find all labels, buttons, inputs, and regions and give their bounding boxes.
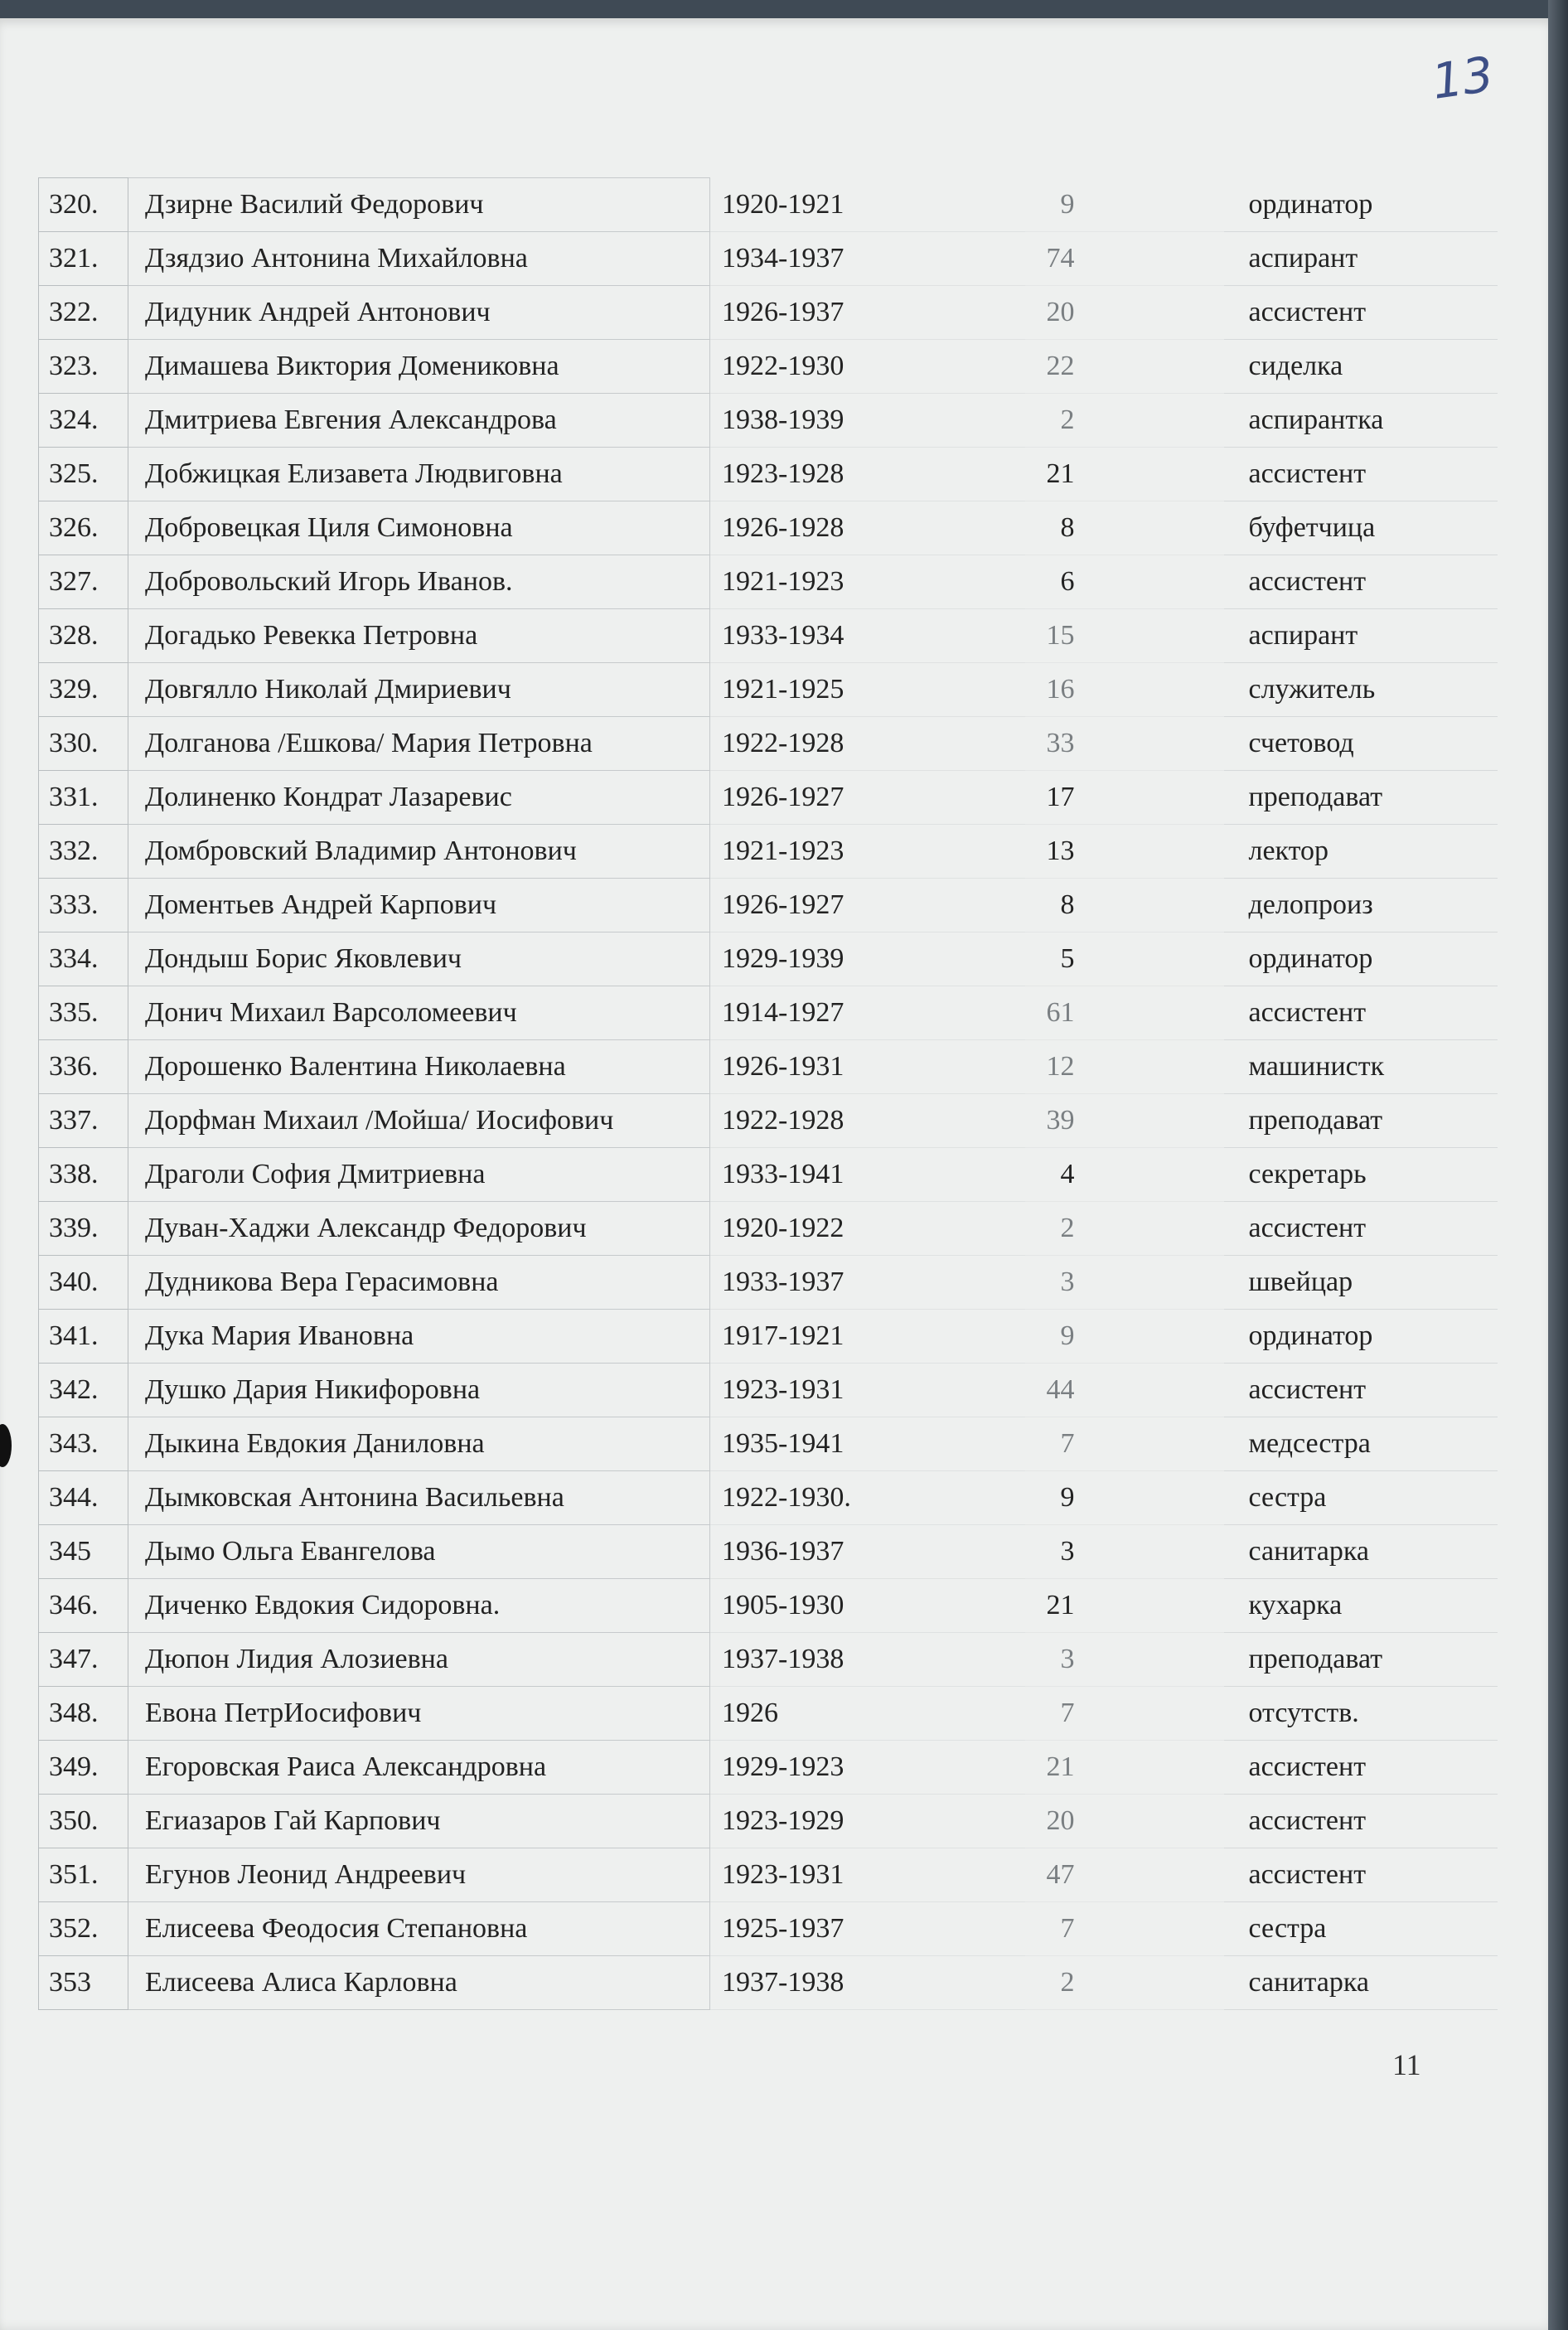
table-row: [39, 1202, 1498, 1256]
position-title: ассистент: [1224, 986, 1498, 1040]
full-name: Драголи София Дмитриевна: [128, 1148, 710, 1202]
count-value: 20: [1025, 286, 1224, 340]
years-range: 1922-1930.: [710, 1471, 1025, 1525]
row-number: 324.: [39, 394, 128, 448]
position-title: делопроиз: [1224, 879, 1498, 932]
years-range: 1923-1931: [710, 1364, 1025, 1417]
table-row: [39, 232, 1498, 286]
years-range: 1934-1937: [710, 232, 1025, 286]
handwritten-page-number: 13: [1428, 46, 1498, 110]
position-title: кухарка: [1224, 1579, 1498, 1633]
years-range: 1921-1925: [710, 663, 1025, 717]
full-name: Дымковская Антонина Васильевна: [128, 1471, 710, 1525]
row-number: 331.: [39, 771, 128, 825]
row-number: 350.: [39, 1795, 128, 1848]
count-value: 9: [1025, 1310, 1224, 1364]
table-row: [39, 448, 1498, 501]
years-range: 1938-1939: [710, 394, 1025, 448]
table-row: [39, 1256, 1498, 1310]
table-row: [39, 771, 1498, 825]
full-name: Доментьев Андрей Карпович: [128, 879, 710, 932]
years-range: 1921-1923: [710, 555, 1025, 609]
count-value: 15: [1025, 609, 1224, 663]
full-name: Дмитриева Евгения Александрова: [128, 394, 710, 448]
row-number: 330.: [39, 717, 128, 771]
full-name: Долиненко Кондрат Лазаревис: [128, 771, 710, 825]
years-range: 1926-1937: [710, 286, 1025, 340]
position-title: преподават: [1224, 771, 1498, 825]
position-title: сестра: [1224, 1471, 1498, 1525]
position-title: аспирант: [1224, 609, 1498, 663]
position-title: ординатор: [1224, 1310, 1498, 1364]
row-number: 326.: [39, 501, 128, 555]
row-number: 333.: [39, 879, 128, 932]
row-number: 347.: [39, 1633, 128, 1687]
years-range: 1933-1934: [710, 609, 1025, 663]
full-name: Домбровский Владимир Антонович: [128, 825, 710, 879]
count-value: 21: [1025, 1741, 1224, 1795]
table-row: [39, 879, 1498, 932]
table-row: [39, 1741, 1498, 1795]
full-name: Добровольский Игорь Иванов.: [128, 555, 710, 609]
position-title: преподават: [1224, 1094, 1498, 1148]
full-name: Дудникова Вера Герасимовна: [128, 1256, 710, 1310]
full-name: Донич Михаил Варсоломеевич: [128, 986, 710, 1040]
table-row: [39, 986, 1498, 1040]
count-value: 16: [1025, 663, 1224, 717]
full-name: Дидуник Андрей Антонович: [128, 286, 710, 340]
page-number: 11: [1392, 2048, 1421, 2081]
row-number: 344.: [39, 1471, 128, 1525]
full-name: Евона ПетрИосифович: [128, 1687, 710, 1741]
table-row: [39, 1956, 1498, 2010]
position-title: сестра: [1224, 1902, 1498, 1956]
full-name: Дымо Ольга Евангелова: [128, 1525, 710, 1579]
full-name: Душко Дария Никифоровна: [128, 1364, 710, 1417]
position-title: сиделка: [1224, 340, 1498, 394]
years-range: 1923-1931: [710, 1848, 1025, 1902]
position-title: буфетчица: [1224, 501, 1498, 555]
table-row: [39, 717, 1498, 771]
years-range: 1933-1941: [710, 1148, 1025, 1202]
table-row: [39, 340, 1498, 394]
row-number: 342.: [39, 1364, 128, 1417]
row-number: 336.: [39, 1040, 128, 1094]
full-name: Дорошенко Валентина Николаевна: [128, 1040, 710, 1094]
count-value: 3: [1025, 1525, 1224, 1579]
count-value: 7: [1025, 1902, 1224, 1956]
row-number: 328.: [39, 609, 128, 663]
count-value: 13: [1025, 825, 1224, 879]
years-range: 1921-1923: [710, 825, 1025, 879]
years-range: 1926-1928: [710, 501, 1025, 555]
years-range: 1937-1938: [710, 1633, 1025, 1687]
years-range: 1933-1937: [710, 1256, 1025, 1310]
years-range: 1936-1937: [710, 1525, 1025, 1579]
table-row: [39, 609, 1498, 663]
years-range: 1923-1928: [710, 448, 1025, 501]
count-value: 7: [1025, 1417, 1224, 1471]
full-name: Добжицкая Елизавета Людвиговна: [128, 448, 710, 501]
table-row: [39, 501, 1498, 555]
full-name: Дюпон Лидия Алозиевна: [128, 1633, 710, 1687]
count-value: 3: [1025, 1256, 1224, 1310]
row-number: 329.: [39, 663, 128, 717]
full-name: Дыкина Евдокия Даниловна: [128, 1417, 710, 1471]
count-value: 6: [1025, 555, 1224, 609]
table-row: [39, 1310, 1498, 1364]
position-title: швейцар: [1224, 1256, 1498, 1310]
table-row: [39, 1633, 1498, 1687]
table-row: [39, 555, 1498, 609]
table-row: [39, 1094, 1498, 1148]
row-number: 325.: [39, 448, 128, 501]
position-title: служитель: [1224, 663, 1498, 717]
position-title: ассистент: [1224, 286, 1498, 340]
row-number: 345: [39, 1525, 128, 1579]
table-row: [39, 1902, 1498, 1956]
table-row: [39, 178, 1498, 232]
page-edge-shadow: [1548, 0, 1568, 2330]
table-row: [39, 1795, 1498, 1848]
years-range: 1920-1921: [710, 178, 1025, 232]
full-name: Егиазаров Гай Карпович: [128, 1795, 710, 1848]
row-number: 343.: [39, 1417, 128, 1471]
position-title: ассистент: [1224, 1795, 1498, 1848]
count-value: 20: [1025, 1795, 1224, 1848]
full-name: Дзирне Василий Федорович: [128, 178, 710, 232]
table-row: [39, 1848, 1498, 1902]
position-title: аспирантка: [1224, 394, 1498, 448]
count-value: 22: [1025, 340, 1224, 394]
row-number: 321.: [39, 232, 128, 286]
full-name: Дуван-Хаджи Александр Федорович: [128, 1202, 710, 1256]
years-range: 1920-1922: [710, 1202, 1025, 1256]
position-title: отсутств.: [1224, 1687, 1498, 1741]
years-range: 1914-1927: [710, 986, 1025, 1040]
years-range: 1925-1937: [710, 1902, 1025, 1956]
full-name: Елисеева Феодосия Степановна: [128, 1902, 710, 1956]
years-range: 1905-1930: [710, 1579, 1025, 1633]
count-value: 74: [1025, 232, 1224, 286]
count-value: 2: [1025, 1956, 1224, 2010]
count-value: 9: [1025, 1471, 1224, 1525]
position-title: медсестра: [1224, 1417, 1498, 1471]
years-range: 1929-1939: [710, 932, 1025, 986]
years-range: 1926-1927: [710, 771, 1025, 825]
count-value: 2: [1025, 394, 1224, 448]
table-row: [39, 286, 1498, 340]
staff-table-body: [39, 178, 1498, 2010]
position-title: ассистент: [1224, 555, 1498, 609]
years-range: 1926-1931: [710, 1040, 1025, 1094]
row-number: 340.: [39, 1256, 128, 1310]
position-title: секретарь: [1224, 1148, 1498, 1202]
position-title: санитарка: [1224, 1956, 1498, 2010]
full-name: Егоровская Раиса Александровна: [128, 1741, 710, 1795]
count-value: 39: [1025, 1094, 1224, 1148]
full-name: Дзядзио Антонина Михайловна: [128, 232, 710, 286]
table-row: [39, 1364, 1498, 1417]
table-row: [39, 1148, 1498, 1202]
count-value: 21: [1025, 1579, 1224, 1633]
position-title: санитарка: [1224, 1525, 1498, 1579]
years-range: 1926-1927: [710, 879, 1025, 932]
position-title: машинистк: [1224, 1040, 1498, 1094]
count-value: 4: [1025, 1148, 1224, 1202]
row-number: 339.: [39, 1202, 128, 1256]
row-number: 349.: [39, 1741, 128, 1795]
full-name: Догадько Ревекка Петровна: [128, 609, 710, 663]
row-number: 323.: [39, 340, 128, 394]
table-row: [39, 663, 1498, 717]
count-value: 61: [1025, 986, 1224, 1040]
table-row: [39, 825, 1498, 879]
count-value: 3: [1025, 1633, 1224, 1687]
full-name: Довгялло Николай Дмириевич: [128, 663, 710, 717]
table-row: [39, 394, 1498, 448]
full-name: Диченко Евдокия Сидоровна.: [128, 1579, 710, 1633]
row-number: 322.: [39, 286, 128, 340]
table-row: [39, 1471, 1498, 1525]
position-title: аспирант: [1224, 232, 1498, 286]
full-name: Дорфман Михаил /Мойша/ Иосифович: [128, 1094, 710, 1148]
years-range: 1922-1928: [710, 1094, 1025, 1148]
row-number: 338.: [39, 1148, 128, 1202]
count-value: 47: [1025, 1848, 1224, 1902]
full-name: Добровецкая Циля Симоновна: [128, 501, 710, 555]
table-row: [39, 1687, 1498, 1741]
row-number: 332.: [39, 825, 128, 879]
row-number: 335.: [39, 986, 128, 1040]
staff-table-container: [38, 177, 1497, 2010]
row-number: 353: [39, 1956, 128, 2010]
table-row: [39, 1417, 1498, 1471]
years-range: 1922-1928: [710, 717, 1025, 771]
count-value: 17: [1025, 771, 1224, 825]
count-value: 33: [1025, 717, 1224, 771]
count-value: 2: [1025, 1202, 1224, 1256]
full-name: Дука Мария Ивановна: [128, 1310, 710, 1364]
row-number: 341.: [39, 1310, 128, 1364]
table-row: [39, 932, 1498, 986]
table-row: [39, 1040, 1498, 1094]
position-title: счетовод: [1224, 717, 1498, 771]
full-name: Егунов Леонид Андреевич: [128, 1848, 710, 1902]
years-range: 1929-1923: [710, 1741, 1025, 1795]
years-range: 1935-1941: [710, 1417, 1025, 1471]
count-value: 9: [1025, 178, 1224, 232]
row-number: 348.: [39, 1687, 128, 1741]
row-number: 320.: [39, 178, 128, 232]
years-range: 1926: [710, 1687, 1025, 1741]
position-title: ассистент: [1224, 1741, 1498, 1795]
years-range: 1937-1938: [710, 1956, 1025, 2010]
position-title: ассистент: [1224, 448, 1498, 501]
count-value: 44: [1025, 1364, 1224, 1417]
position-title: ординатор: [1224, 932, 1498, 986]
table-row: [39, 1525, 1498, 1579]
count-value: 21: [1025, 448, 1224, 501]
count-value: 8: [1025, 879, 1224, 932]
staff-table: [38, 177, 1498, 2010]
row-number: 352.: [39, 1902, 128, 1956]
position-title: ассистент: [1224, 1848, 1498, 1902]
document-page: [0, 18, 1558, 2330]
full-name: Димашева Виктория Домениковна: [128, 340, 710, 394]
years-range: 1923-1929: [710, 1795, 1025, 1848]
years-range: 1922-1930: [710, 340, 1025, 394]
count-value: 5: [1025, 932, 1224, 986]
position-title: ординатор: [1224, 178, 1498, 232]
row-number: 351.: [39, 1848, 128, 1902]
row-number: 327.: [39, 555, 128, 609]
full-name: Елисеева Алиса Карловна: [128, 1956, 710, 2010]
count-value: 12: [1025, 1040, 1224, 1094]
count-value: 7: [1025, 1687, 1224, 1741]
position-title: ассистент: [1224, 1364, 1498, 1417]
row-number: 334.: [39, 932, 128, 986]
table-row: [39, 1579, 1498, 1633]
full-name: Дондыш Борис Яковлевич: [128, 932, 710, 986]
position-title: преподават: [1224, 1633, 1498, 1687]
row-number: 337.: [39, 1094, 128, 1148]
position-title: лектор: [1224, 825, 1498, 879]
full-name: Долганова /Ешкова/ Мария Петровна: [128, 717, 710, 771]
position-title: ассистент: [1224, 1202, 1498, 1256]
row-number: 346.: [39, 1579, 128, 1633]
count-value: 8: [1025, 501, 1224, 555]
years-range: 1917-1921: [710, 1310, 1025, 1364]
